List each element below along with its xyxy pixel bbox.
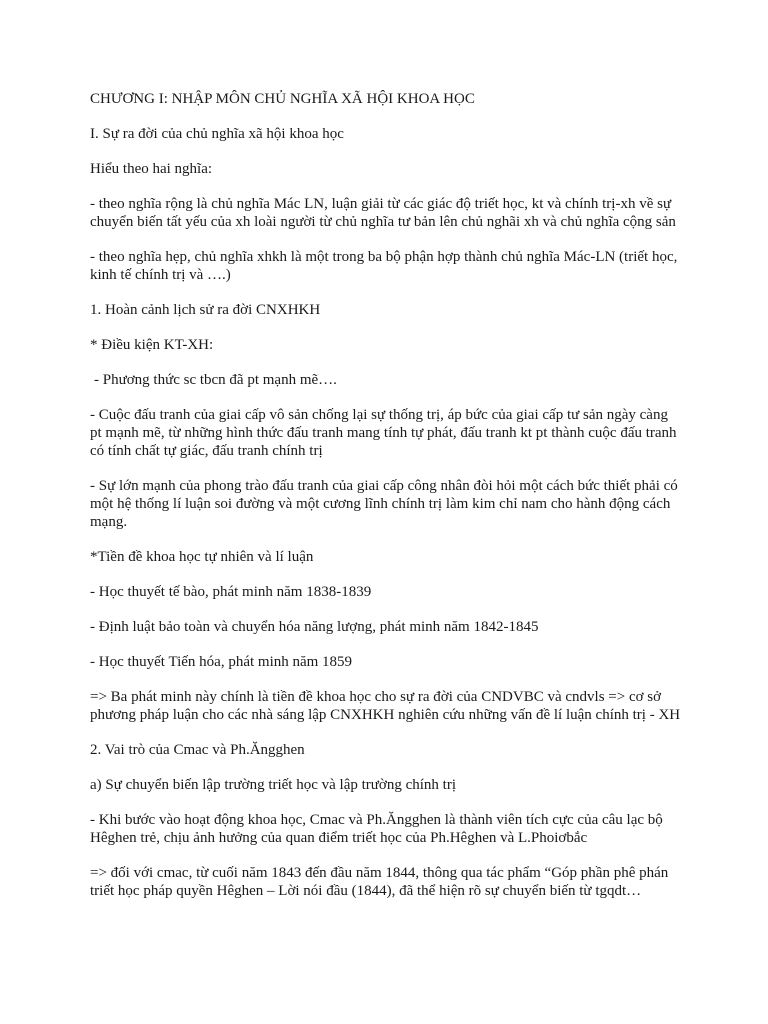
condition-heading: * Điều kiện KT-XH: bbox=[90, 337, 214, 353]
subsection-heading: 1. Hoàn cảnh lịch sử ra đời CNXHKH bbox=[90, 302, 321, 318]
condition-item: - Cuộc đấu tranh của giai cấp vô sản chống lại sự thống trị, áp bức của giai cấp tư sản ngày càng pt mạnh mẽ, từ những hình thức đấu tranh mang tính tự phát, đấu tranh kt pt thành cuộc đấu tranh có tính chất tự giác, đấu tranh chính trị bbox=[90, 407, 677, 459]
section-heading: I. Sự ra đời của chủ nghĩa xã hội khoa học bbox=[90, 126, 344, 142]
premise-conclusion: => Ba phát minh này chính là tiền đề khoa học cho sự ra đời của CNDVBC và cndvls => cơ sở phương pháp luận cho các nhà sáng lập CNXHKH nghiên cứu những vấn đề lí luận chính trị - XH bbox=[90, 689, 681, 723]
premise-heading: *Tiền đề khoa học tự nhiên và lí luận bbox=[90, 549, 314, 565]
broad-meaning-paragraph: - theo nghĩa rộng là chủ nghĩa Mác LN, luận giải từ các giác độ triết học, kt và chính trị-xh về sự chuyển biến tất yếu của xh loài người từ chủ nghĩa tư bản lên chủ nghãi xh và chủ nghĩa cộng sản bbox=[90, 196, 676, 230]
subsection-heading: 2. Vai trò của Cmac và Ph.Ăngghen bbox=[90, 742, 305, 758]
premise-item: - Định luật bảo toàn và chuyển hóa năng lượng, phát minh năm 1842-1845 bbox=[90, 619, 539, 635]
chapter-heading: CHƯƠNG I: NHẬP MÔN CHỦ NGHĨA XÃ HỘI KHOA HỌC bbox=[90, 91, 475, 107]
premise-item: - Học thuyết Tiến hóa, phát minh năm 1859 bbox=[90, 654, 353, 670]
premise-item: - Học thuyết tế bào, phát minh năm 1838-1839 bbox=[90, 584, 372, 600]
narrow-meaning-paragraph: - theo nghĩa hẹp, chủ nghĩa xhkh là một trong ba bộ phận hợp thành chủ nghĩa Mác-LN (triết học, kinh tế chính trị và ….) bbox=[90, 249, 678, 283]
intro-paragraph: Hiểu theo hai nghĩa: bbox=[90, 161, 213, 177]
point-heading: a) Sự chuyển biến lập trường triết học và lập trường chính trị bbox=[90, 777, 456, 793]
condition-item: - Phương thức sc tbcn đã pt mạnh mẽ…. bbox=[94, 372, 337, 388]
condition-item: - Sự lớn mạnh của phong trào đấu tranh của giai cấp công nhân đòi hỏi một cách bức thiết phải có một hệ thống lí luận soi đường và một cương lĩnh chính trị làm kim chỉ nam cho hành động cách mạng. bbox=[90, 478, 678, 530]
point-paragraph: => đối với cmac, từ cuối năm 1843 đến đầu năm 1844, thông qua tác phẩm “Góp phần phê phán triết học pháp quyền Hêghen – Lời nói đầu (1844), đã thể hiện rõ sự chuyển biến từ tgqdt… bbox=[90, 865, 669, 899]
point-paragraph: - Khi bước vào hoạt động khoa học, Cmac và Ph.Ăngghen là thành viên tích cực của câu lạc bộ Hêghen trẻ, chịu ảnh hưởng của quan điểm triết học của Ph.Hêghen và L.Phoiơbắc bbox=[90, 812, 663, 846]
document-page bbox=[90, 90, 682, 917]
